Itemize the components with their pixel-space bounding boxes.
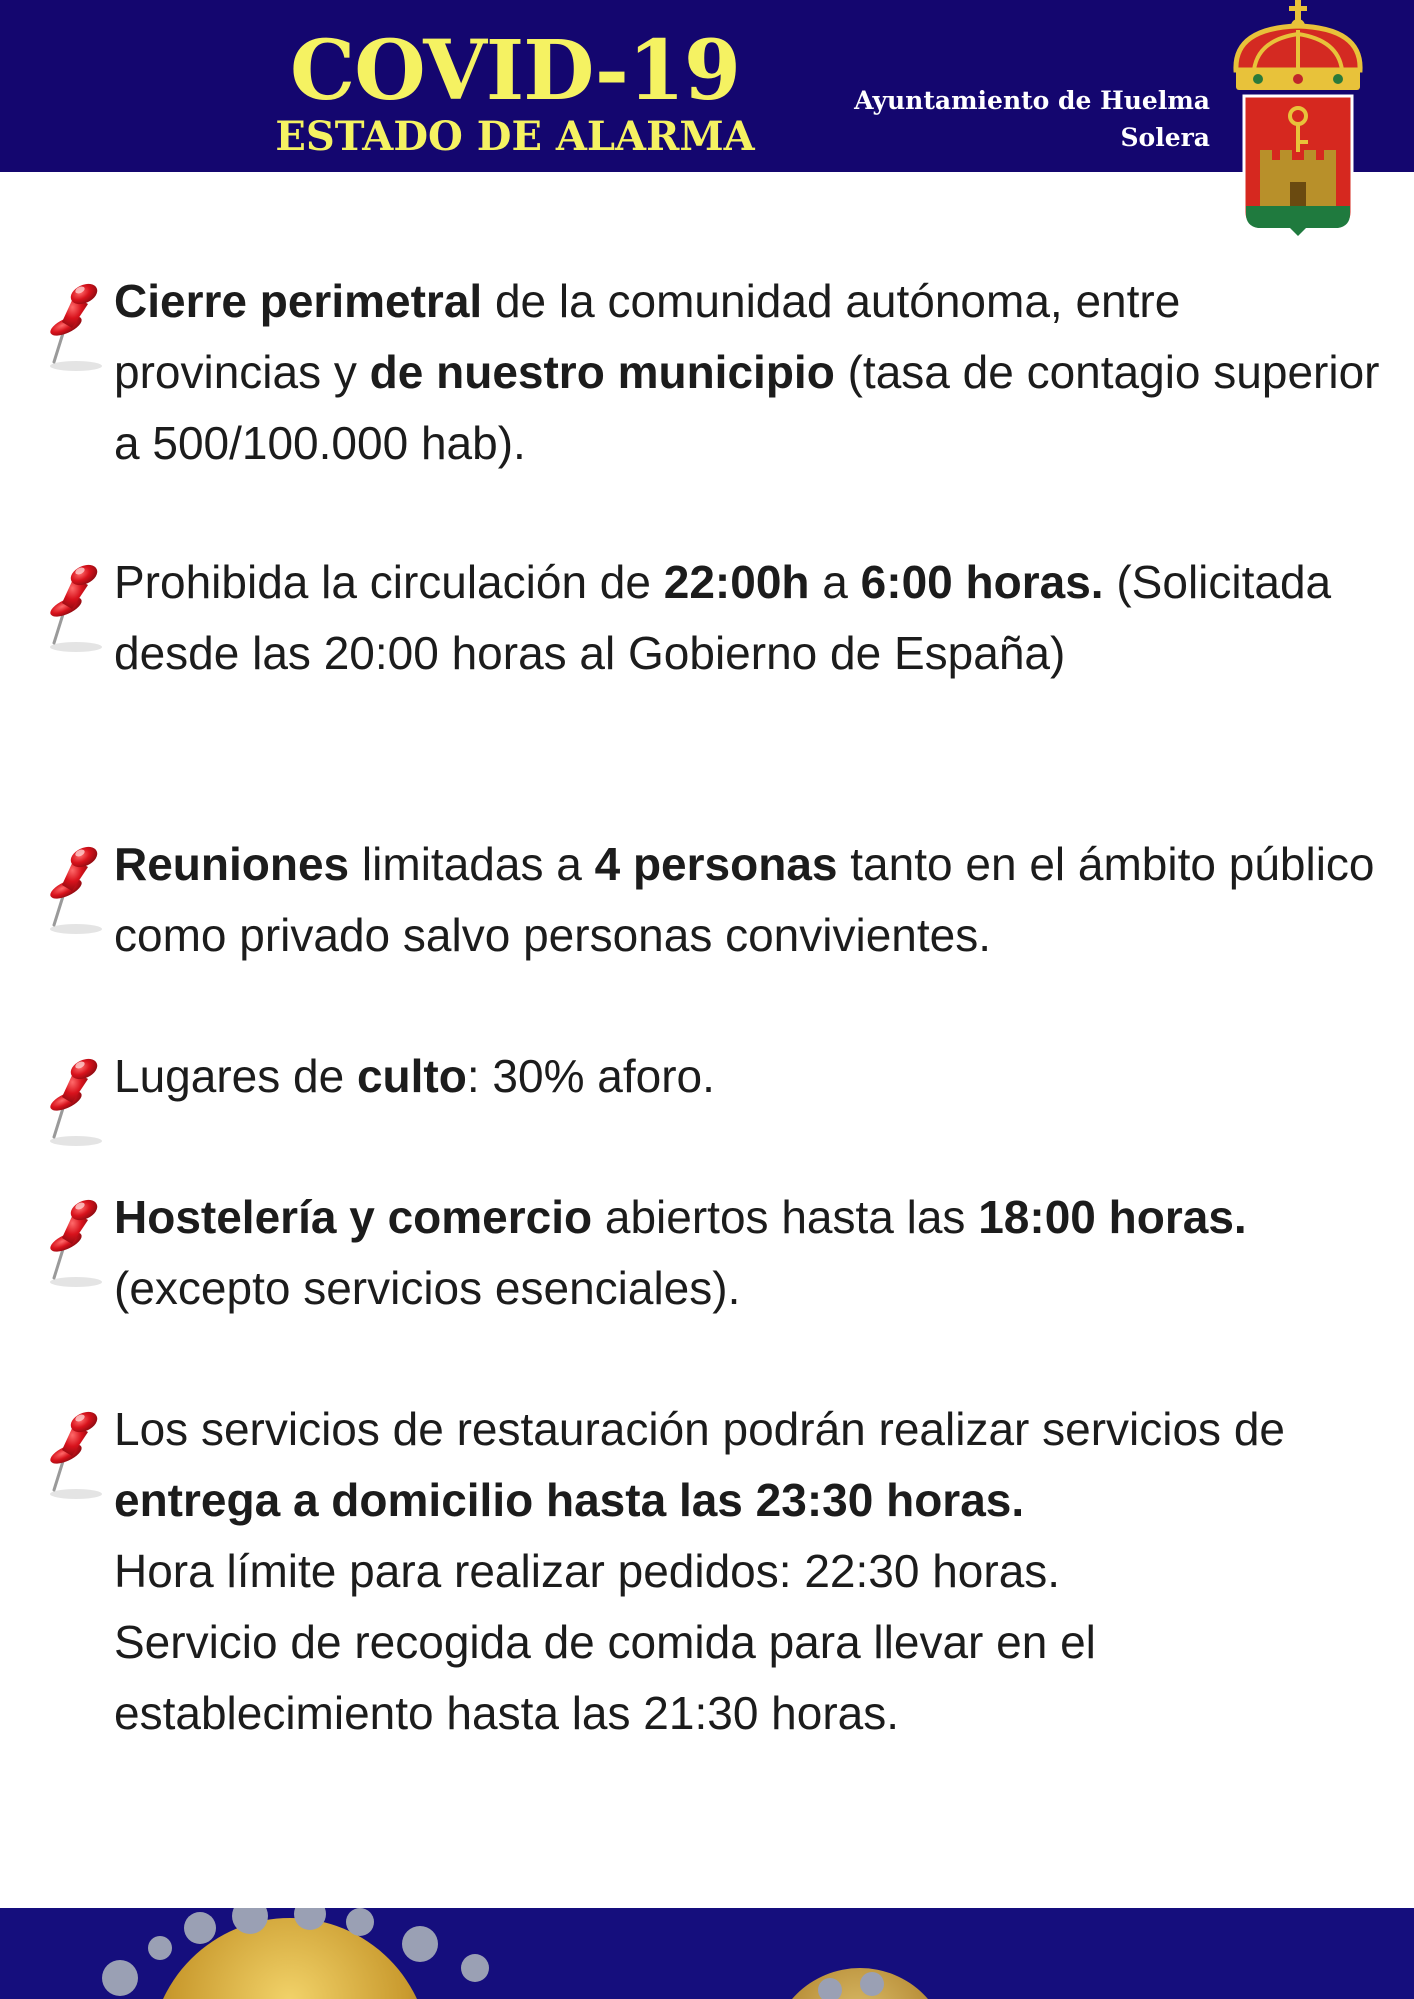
header-banner	[0, 0, 1414, 172]
organization-line-2: Solera	[1120, 123, 1210, 152]
text-segment: abiertos hasta las	[592, 1191, 979, 1243]
pushpin-icon	[40, 1402, 110, 1502]
pushpin-icon	[40, 837, 110, 937]
text-segment: limitadas a	[349, 838, 595, 890]
pushpin-icon	[40, 1049, 110, 1149]
virus-illustration-icon	[0, 1908, 1414, 1999]
bold-text: culto	[356, 1050, 467, 1102]
bold-text: 22:00h	[663, 556, 810, 608]
organization-name	[790, 82, 1210, 156]
measure-text	[114, 829, 1384, 971]
text-segment: de la comunidad autónoma, entre provincias y	[114, 275, 1181, 398]
bold-text: entrega a domicilio hasta las 23:30 horas.	[114, 1474, 1025, 1526]
text-segment: (Solicitada desde las 20:00 horas al Gobierno de España)	[114, 556, 1332, 679]
pushpin-icon	[40, 274, 110, 374]
text-segment: (tasa de contagio superior a 500/100.000 hab).	[114, 346, 1380, 469]
measure-text	[114, 1182, 1384, 1324]
measure-text	[114, 1041, 1384, 1112]
page-subtitle: ESTADO DE ALARMA	[275, 113, 755, 160]
text-segment: Servicio de recogida de comida para llevar en el establecimiento hasta las 21:30 horas.	[114, 1616, 1096, 1739]
bold-text: 18:00 horas.	[978, 1191, 1247, 1243]
text-segment: Prohibida la circulación de	[114, 556, 664, 608]
page-title: COVID-19	[289, 23, 740, 119]
text-segment: Hora límite para realizar pedidos: 22:30 horas.	[114, 1545, 1061, 1597]
text-segment: Los servicios de restauración podrán realizar servicios de	[114, 1403, 1286, 1455]
title-block	[250, 23, 780, 160]
text-segment: (excepto servicios esenciales).	[114, 1262, 741, 1314]
pushpin-icon	[40, 555, 110, 655]
organization-line-1: Ayuntamiento de Huelma	[854, 86, 1210, 115]
bold-text: Hostelería y comercio	[114, 1191, 593, 1243]
pushpin-icon	[40, 1190, 110, 1290]
measure-text	[114, 547, 1384, 689]
bold-text: 4 personas	[594, 838, 838, 890]
text-segment: : 30% aforo.	[466, 1050, 715, 1102]
bold-text: Reuniones	[114, 838, 350, 890]
measure-text	[114, 1394, 1384, 1749]
text-segment: tanto en el ámbito público como privado salvo personas convivientes.	[114, 838, 1375, 961]
text-segment: a	[809, 556, 861, 608]
footer-banner	[0, 1908, 1414, 1999]
coat-of-arms-icon	[1224, 0, 1374, 236]
bold-text: de nuestro municipio	[369, 346, 835, 398]
bold-text: Cierre perimetral	[114, 275, 483, 327]
measure-text	[114, 266, 1384, 479]
text-segment: Lugares de	[114, 1050, 357, 1102]
bold-text: 6:00 horas.	[860, 556, 1104, 608]
